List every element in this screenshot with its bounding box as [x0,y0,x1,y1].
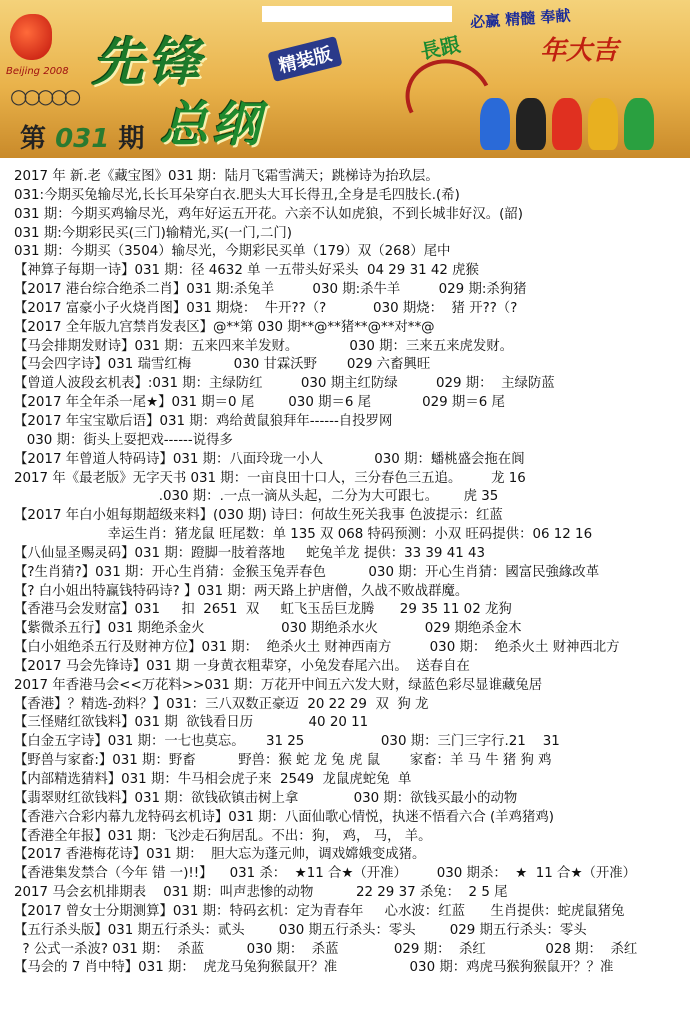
text-line: 【?生肖猜?】031 期：开心生肖猜：金猴玉兔弄春色 030 期：开心生肖猜：國富民強緣改革 [14,564,600,580]
mascot-beibei-icon [480,98,510,150]
text-line: 【2017 马会先锋诗】031 期 一身黄衣粗辈穿，小兔发春尾六出。 送春自在 [14,658,470,674]
text-line: 【2017 全年版九宫禁肖发表区】@**第 030 期**@**猪**@**对**@ [14,319,435,335]
issue-suffix: 期 [118,124,145,154]
text-line: 【曾道人波段玄机表】:031 期：主绿防红 030 期主红防绿 029 期： 主绿防蓝 [14,376,555,392]
text-line: ? 公式一杀波? 031 期： 杀蓝 030 期： 杀蓝 029 期： 杀红 028 期： 杀红 [14,941,638,957]
text-line: 2017 年香港马会<<万花料>>031 期：万花开中间五六发大财，绿蓝色彩尽显谁藏兔居 [14,677,543,693]
text-line: .030 期：.一点一滴从头起，二分为大可跟七。 虎 35 [14,489,499,505]
text-line: 【2017 年宝宝歇后语】031 期：鸡给黄鼠狼拜年------自投罗网 [14,413,393,429]
text-line: 【神算子每期一诗】031 期：径 4632 单 一五带头好采头 04 29 31 42 虎猴 [14,263,479,279]
banner-subtitle: 总纲 [160,97,265,153]
text-line: 【翡翠财红欲钱料】031 期：欲钱砍镇击树上拿 030 期：欲钱买最小的动物 [14,790,518,806]
beijing-olympic-emblem-icon [10,14,52,60]
text-line: 【五行杀头版】031 期五行杀头：贰头 030 期五行杀头：零头 029 期五行杀头：零头 [14,922,587,938]
text-line: 【紫微杀五行】031 期绝杀金火 030 期绝杀水火 029 期绝杀金木 [14,621,522,637]
text-line: 幸运生肖：猪龙鼠 旺尾数：单 135 双 068 特码预测：小双 旺码提供：06 12 16 [14,527,593,543]
text-line: 【八仙显圣赐灵码】031 期：蹬脚一肢着落地 蛇兔羊龙 提供：33 39 41 43 [14,545,486,561]
mascot-huanhuan-icon [552,98,582,150]
text-line: 2017 年 新.老《藏宝图》031 期：陆月飞霜雪满天；跳梯诗为抬玖层。 [14,169,439,184]
issue-number: 031 [55,124,110,154]
text-line: 【野兽与家畜:】031 期：野畜 野兽：猴 蛇 龙 兔 虎 鼠 家畜：羊 马 牛 猪 狗 鸡 [14,753,552,769]
text-line: 【2017 富豪小子火烧肖图】031 期烧： 牛开??（? 030 期烧： 猪 开??（? [14,300,518,316]
text-line: 【三怪赌红欲钱料】031 期 欲钱看日历 40 20 11 [14,715,369,731]
mascots-group [480,92,690,152]
banner-title: 先锋 [92,33,205,93]
text-line: 【2017 香港梅花诗】031 期： 胆大忘为蓬元帅，调戏嫦娥变成猪。 [14,847,426,863]
text-line: 【白金五字诗】031 期：一七也莫忘。 31 25 030 期：三门三字行.21 31 [14,734,560,750]
text-line: 2017 马会玄机排期表 031 期：叫声悲惨的动物 22 29 37 杀兔： 2 5 尾 [14,885,508,901]
banner-slogan: 必赢 精髓 奉献 [469,6,571,32]
mascot-yingying-icon [588,98,618,150]
text-line: 【香港全年报】031 期：飞沙走石狗居乱。不出：狗， 鸡， 马， 羊。 [14,828,432,844]
text-line: 2017 年《最老版》无字天书 031 期：一亩良田十口人，三分春色三五追。 龙 16 [14,470,526,486]
banner-tag-newyear: 年大吉 [540,36,619,66]
issue-prefix: 第 [20,124,47,154]
text-line: 【香港集发禁合（今年 错 一)!!】 031 杀： ★11 合★（开准） 030 期杀： ★ 11 合★（开准） [14,866,637,882]
text-line: 【马会排期发财诗】031 期：五来四来羊发财。 030 期：三来五来虎发财。 [14,338,514,354]
olympic-caption: Beijing 2008 [6,66,69,77]
text-line: 030 期：街头上耍把戏------说得多 [14,432,233,448]
issue-label [20,118,144,155]
text-line: 【香港】？精选-劲料？】031：三八双数正豪迈 20 22 29 双 狗 龙 [14,696,429,712]
text-line: 【香港六合彩内幕九龙特码玄机诗】031 期：八面仙歌心情悦，执迷不悟看六合 (羊鸡猪鸡) [14,809,554,825]
text-line: 031 期：今期买（3504）输尽光，今期彩民买单（179）双（268）尾中 [14,244,451,260]
text-line: 031:今期买兔输尽光,长长耳朵穿白衣.肥头大耳长得丑,全身是毛四肢长.(希) [14,187,460,203]
text-line: 【2017 年曾道人特码诗】031 期：八面玲珑一小人 030 期：蟠桃盛会拖在阆 [14,451,525,467]
text-line: 【2017 年全年杀一尾★】031 期＝0 尾 030 期＝6 尾 029 期＝6 尾 [14,395,505,411]
text-line: 【马会四字诗】031 瑞雪红梅 030 甘霖沃野 029 六畜興旺 [14,357,431,373]
content-body [0,158,690,978]
text-line: 【2017 港台综合绝杀二肖】031 期:杀兔羊 030 期:杀牛羊 029 期:杀狗猪 [14,282,527,298]
mascot-jingjing-icon [516,98,546,150]
text-line: 【马会的 7 肖中特】031 期： 虎龙马兔狗猴鼠开？准 030 期：鸡虎马猴狗猴鼠开？？准 [14,960,614,976]
text-line: 031 期：今期买鸡输尽光，鸡年好运五开花。六亲不认如虎狼，不到长城非好汉。(韶) [14,206,523,222]
text-line: 【2017 曾女士分期测算】031 期：特码玄机：定为青春年 心水波：红蓝 生肖提供：蛇虎鼠猪兔 [14,903,625,919]
text-line: 【白小姐绝杀五行及财神方位】031 期： 绝杀火土 财神西南方 030 期： 绝杀火土 财神西北方 [14,640,620,656]
olympic-rings-icon: ○○○○○ [10,84,78,108]
header-banner [0,0,690,158]
mascot-nini-icon [624,98,654,150]
text-line: 【内部精选猜料】031 期：牛马相会虎子来 2549 龙鼠虎蛇兔 单 [14,772,412,787]
banner-tag-follow: 長跟 [418,32,463,64]
text-line: 【2017 年白小姐每期超级来料】(030 期) 诗曰：何故生死关我事 色波提示：红蓝 [14,508,503,524]
text-line: 【香港马会发财富】031 扣 2651 双 虹飞玉岳巨龙腾 29 35 11 02 龙狗 [14,602,512,618]
banner-blank-box [262,6,452,22]
edition-badge: 精装版 [267,36,342,82]
text-line: 【? 白小姐出特赢钱特码诗? 】031 期：两天路上护唐僧，久战不败战群魔。 [14,583,469,599]
text-line: 031 期:今期彩民买(三门)输精光,买(一门,二门) [14,225,292,241]
